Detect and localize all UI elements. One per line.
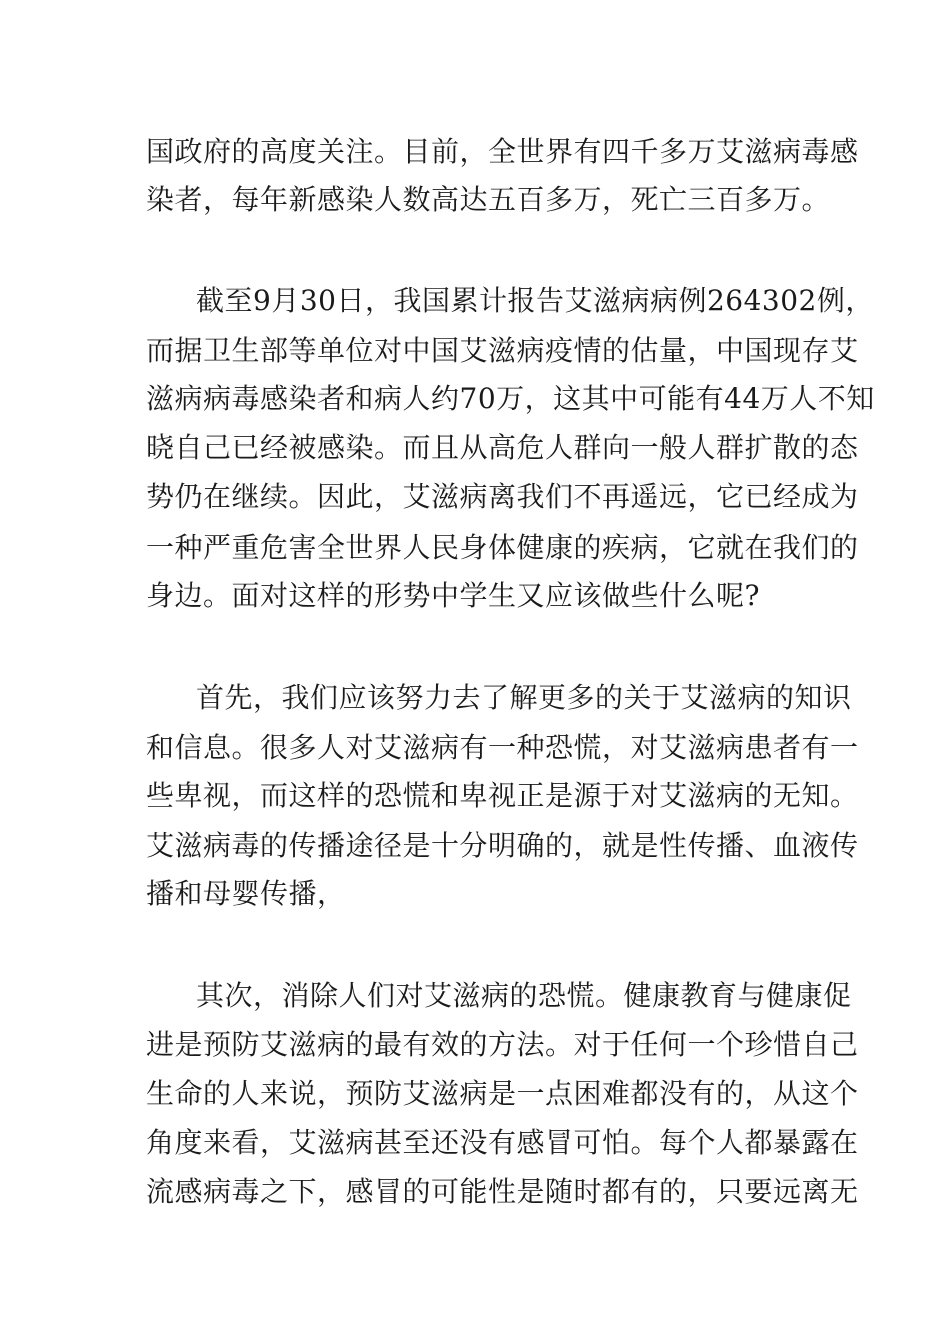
paragraph-4-line-1: 其次，消除人们对艾滋病的恐慌。健康教育与健康促 <box>196 979 852 1012</box>
paragraph-2-line-6: 一种严重危害全世界人民身体健康的疾病，它就在我们的 <box>146 531 859 564</box>
paragraph-3-line-1: 首先，我们应该努力去了解更多的关于艾滋病的知识 <box>196 681 852 714</box>
paragraph-1-line-2: 染者，每年新感染人数高达五百多万，死亡三百多万。 <box>146 183 831 216</box>
paragraph-3-line-3: 些卑视，而这样的恐慌和卑视正是源于对艾滋病的无知。 <box>146 779 859 812</box>
paragraph-2-line-4: 晓自己已经被感染。而且从高危人群向一般人群扩散的态 <box>146 431 859 464</box>
paragraph-1-line-1: 国政府的高度关注。目前，全世界有四千多万艾滋病毒感 <box>146 135 859 168</box>
paragraph-2-line-5: 势仍在继续。因此，艾滋病离我们不再遥远，它已经成为 <box>146 480 859 513</box>
paragraph-2-line-1: 截至9月30日，我国累计报告艾滋病病例264302例， <box>196 284 874 317</box>
paragraph-3-line-2: 和信息。很多人对艾滋病有一种恐慌，对艾滋病患者有一 <box>146 731 859 764</box>
paragraph-2-line-7: 身边。面对这样的形势中学生又应该做些什么呢? <box>146 579 761 612</box>
paragraph-4-line-3: 生命的人来说，预防艾滋病是一点困难都没有的，从这个 <box>146 1077 859 1110</box>
paragraph-3-line-5: 播和母婴传播， <box>146 877 346 910</box>
paragraph-3-line-4: 艾滋病毒的传播途径是十分明确的，就是性传播、血液传 <box>146 829 859 862</box>
paragraph-2-line-3: 滋病病毒感染者和病人约70万，这其中可能有44万人不知 <box>146 382 875 415</box>
paragraph-4-line-4: 角度来看，艾滋病甚至还没有感冒可怕。每个人都暴露在 <box>146 1126 859 1159</box>
paragraph-4-line-5: 流感病毒之下，感冒的可能性是随时都有的，只要远离无 <box>146 1175 859 1208</box>
paragraph-2-line-2: 而据卫生部等单位对中国艾滋病疫情的估量，中国现存艾 <box>146 334 859 367</box>
paragraph-4-line-2: 进是预防艾滋病的最有效的方法。对于任何一个珍惜自己 <box>146 1028 859 1061</box>
